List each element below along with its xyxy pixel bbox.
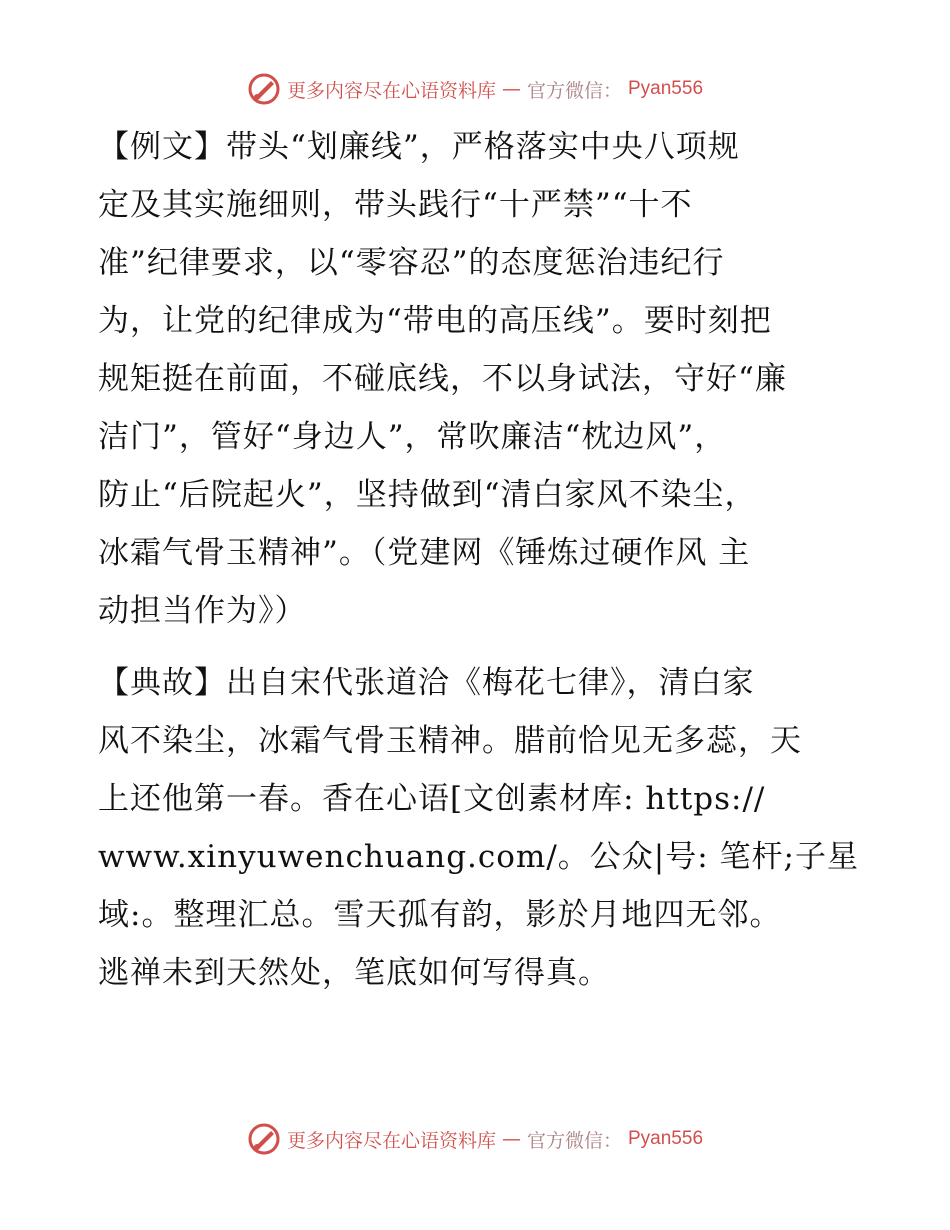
banner-wechat-id: Pyan556: [628, 78, 704, 99]
banner-separator: —: [501, 78, 521, 100]
text-line: 规矩挺在前面，不碰底线，不以身试法，守好“廉: [98, 361, 787, 397]
banner-text: 更多内容尽在心语资料库: [286, 1129, 496, 1152]
text-line: 定及其实施细则，带头践行“十严禁”“十不: [98, 187, 693, 223]
text-line: 上还他第一春。香在心语[文创素材库: https://: [98, 781, 766, 817]
footer-watermark-banner: [0, 1122, 950, 1156]
text-line: 洁门”，管好“身边人”，常吹廉洁“枕边风”，: [98, 419, 727, 455]
text-line: www.xinyuwenchuang.com/。公众|号: 笔杆;子星: [98, 839, 859, 875]
header-watermark-banner: [0, 72, 950, 106]
banner-wechat-id: Pyan556: [628, 1128, 704, 1149]
text-line: 防止“后院起火”，坚持做到“清白家风不染尘，: [98, 477, 757, 513]
allusion-paragraph: [98, 654, 858, 1002]
document-body: [98, 118, 858, 1002]
text-line: 冰霜气骨玉精神”。（党建网《锤炼过硬作风 主: [98, 535, 751, 571]
text-line: 【典故】出自宋代张道洽《梅花七律》，清白家: [98, 665, 755, 701]
text-line: 逃禅未到天然处，笔底如何写得真。: [98, 955, 610, 991]
banner-wechat-label: 官方微信：: [526, 1129, 622, 1152]
banner-separator: —: [501, 1128, 521, 1150]
text-line: 风不染尘，冰霜气骨玉精神。腊前恰见无多蕊，天: [98, 723, 802, 759]
brush-logo-icon: [247, 72, 281, 106]
text-line: 为，让党的纪律成为“带电的高压线”。要时刻把: [98, 303, 772, 339]
banner-wechat-label: 官方微信：: [526, 79, 622, 102]
brush-logo-icon: [247, 1122, 281, 1156]
text-line: 域:。整理汇总。雪天孤有韵，影於月地四无邻。: [98, 897, 782, 933]
example-paragraph: [98, 118, 858, 640]
text-line: 【例文】带头“划廉线”，严格落实中央八项规: [98, 129, 740, 165]
text-line: 动担当作为》）: [98, 593, 307, 629]
text-line: 准”纪律要求，以“零容忍”的态度惩治违纪行: [98, 245, 725, 281]
banner-text: 更多内容尽在心语资料库: [286, 79, 496, 102]
